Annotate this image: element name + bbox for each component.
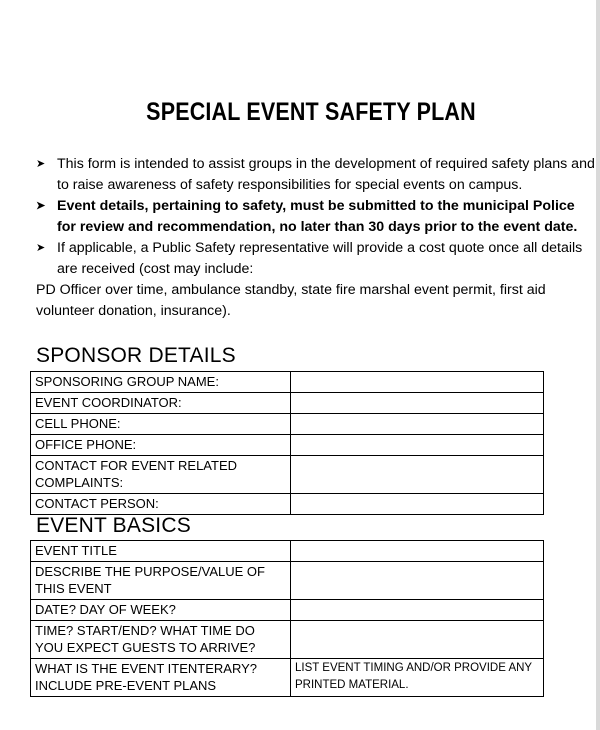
row-value-field[interactable]	[291, 372, 544, 393]
table-row	[31, 494, 544, 515]
row-label: CONTACT FOR EVENT RELATED COMPLAINTS:	[31, 456, 291, 494]
row-value-field[interactable]	[291, 621, 544, 659]
intro-text: Event details, pertaining to safety, must be submitted to the municipal Police for review and recommendation, no later than 30 days prior to the event date.	[57, 198, 578, 235]
intro-text: This form is intended to assist groups in the development of required safety plans and to raise awareness of safety responsibilities for special events on campus.	[57, 156, 595, 193]
row-value-field[interactable]	[291, 541, 544, 562]
row-label: EVENT TITLE	[31, 541, 291, 562]
arrow-bullet-icon: ➤	[36, 242, 46, 254]
arrow-bullet-icon: ➤	[36, 200, 46, 212]
row-label: EVENT COORDINATOR:	[31, 393, 291, 414]
row-label: WHAT IS THE EVENT ITENTERARY? INCLUDE PRE-EVENT PLANS	[31, 659, 291, 697]
sponsor-table	[30, 371, 544, 515]
row-value-field[interactable]	[291, 435, 544, 456]
table-row	[31, 414, 544, 435]
page-edge	[596, 0, 600, 730]
row-value-field[interactable]: LIST EVENT TIMING AND/OR PROVIDE ANY PRINTED MATERIAL.	[291, 659, 544, 697]
row-value-field[interactable]	[291, 456, 544, 494]
intro-section	[36, 154, 596, 322]
row-label: SPONSORING GROUP NAME:	[31, 372, 291, 393]
cost-note: PD Officer over time, ambulance standby, state fire marshal event permit, first aid volunteer donation, insurance).	[36, 282, 546, 319]
row-label: OFFICE PHONE:	[31, 435, 291, 456]
table-row	[31, 621, 544, 659]
intro-bullet	[36, 196, 596, 238]
row-value-field[interactable]	[291, 414, 544, 435]
row-value-field[interactable]	[291, 562, 544, 600]
arrow-bullet-icon: ➤	[36, 158, 46, 170]
basics-heading: EVENT BASICS	[36, 514, 191, 537]
table-row	[31, 456, 544, 494]
row-value-field[interactable]	[291, 600, 544, 621]
document-title: SPECIAL EVENT SAFETY PLAN	[146, 98, 476, 126]
table-row	[31, 562, 544, 600]
row-label: CONTACT PERSON:	[31, 494, 291, 515]
row-value-field[interactable]	[291, 494, 544, 515]
intro-text: If applicable, a Public Safety representative will provide a cost quote once all details are received (cost may include:	[57, 240, 583, 277]
table-row	[31, 600, 544, 621]
row-label: CELL PHONE:	[31, 414, 291, 435]
table-row	[31, 435, 544, 456]
row-label: DATE? DAY OF WEEK?	[31, 600, 291, 621]
table-row	[31, 541, 544, 562]
table-row	[31, 393, 544, 414]
intro-bullet	[36, 238, 596, 280]
basics-table	[30, 540, 544, 697]
table-row	[31, 659, 544, 697]
row-label: TIME? START/END? WHAT TIME DO YOU EXPECT GUESTS TO ARRIVE?	[31, 621, 291, 659]
intro-bullet	[36, 154, 596, 196]
table-row	[31, 372, 544, 393]
sponsor-heading: SPONSOR DETAILS	[36, 344, 236, 367]
row-value-field[interactable]	[291, 393, 544, 414]
row-label: DESCRIBE THE PURPOSE/VALUE OF THIS EVENT	[31, 562, 291, 600]
